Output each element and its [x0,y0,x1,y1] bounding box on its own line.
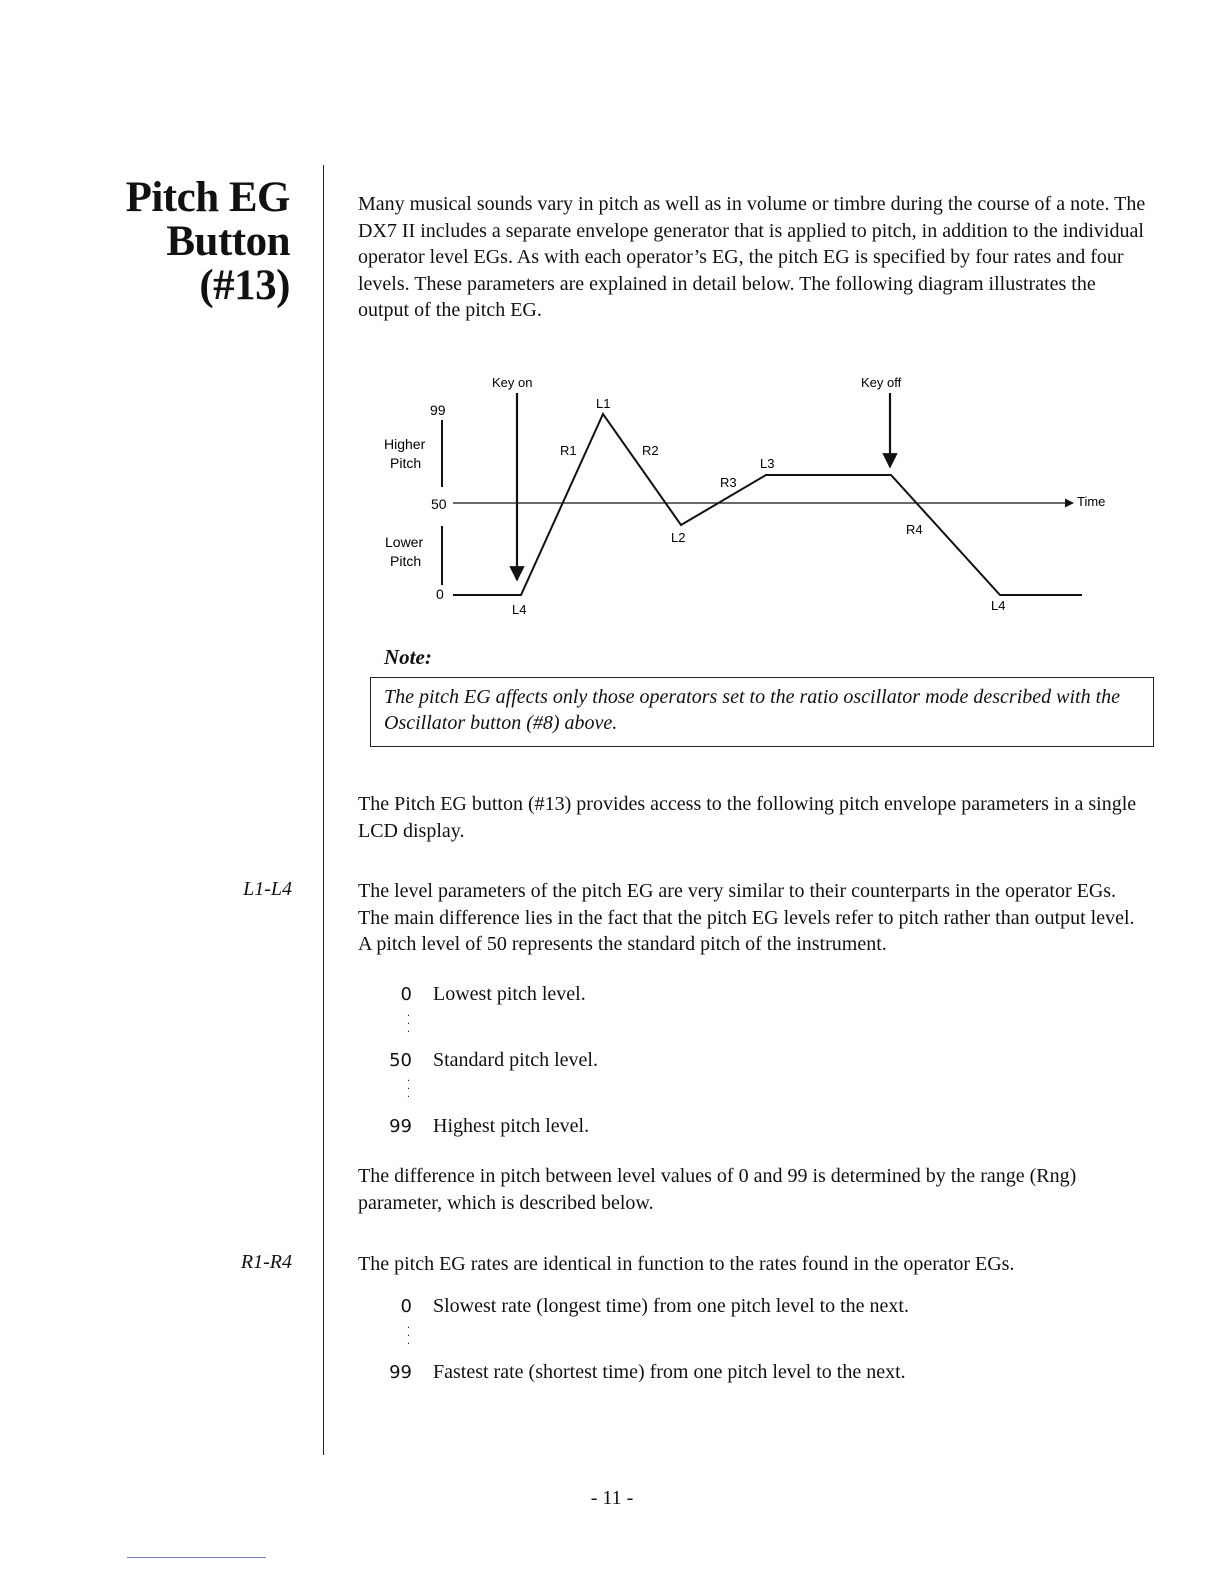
level-description: Highest pitch level. [433,1115,590,1137]
page-number: - 11 - [590,1487,634,1509]
note-box [370,677,1154,747]
level-description: Standard pitch level. [433,1049,598,1071]
key-on-label: Key on [492,375,533,390]
segment-label-r2: R2 [642,443,659,458]
rates-side-label: R1-R4 [240,1251,292,1273]
pitch-envelope-curve [453,414,1082,595]
intro-paragraph: Many musical sounds vary in pitch as well as in volume or timbre during the course of a note. The DX7 II includes a separate envelope generator that is applied to pitch, in addition to the individual operator level EGs. As with each operator’s EG, the pitch EG is specified by four rates and four levels. These parameters are explained in detail below. The following diagram illustrates the output of the pitch EG. [358,193,1146,321]
higher-pitch-label-2: Pitch [390,455,422,471]
segment-label-r1: R1 [560,443,577,458]
level-description: Lowest pitch level. [433,983,586,1005]
rate-description: Slowest rate (longest time) from one pitch level to the next. [433,1295,909,1317]
pitch-eg-diagram [0,0,1224,640]
rate-value: 0 [400,1296,412,1317]
note-text: The pitch EG affects only those operators set to the ratio oscillator mode described with the Oscillator button (#8) above. [384,686,1121,734]
levels-side-label: L1-L4 [243,878,292,900]
rate-description: Fastest rate (shortest time) from one pitch level to the next. [433,1361,906,1383]
time-axis-label: Time [1077,494,1106,509]
level-value: 99 [389,1116,412,1137]
y-tick-99: 99 [430,402,446,418]
segment-label-r3: R3 [720,475,737,490]
level-value: 0 [400,984,412,1005]
y-tick-50: 50 [431,496,447,512]
range-paragraph: The difference in pitch between level values of 0 and 99 is determined by the range (Rng) parameter, which is described below. [358,1165,1077,1214]
higher-pitch-label: Higher [384,436,426,452]
segment-label-l3: L3 [760,456,775,471]
rate-value: 99 [389,1362,412,1383]
lower-pitch-label-2: Pitch [390,553,422,569]
section-heading-number: (#13) [199,262,290,309]
list-item [380,983,586,1006]
section-heading-title: Pitch EG Button [125,174,290,265]
level-value: 50 [389,1050,412,1071]
note-label: Note: [384,645,432,669]
ellipsis-dots: · · · [406,1323,410,1350]
levels-paragraph: The level parameters of the pitch EG are very similar to their counterparts in the operator EGs. The main difference lies in the fact that the pitch EG levels refer to pitch rather than output level. A pitch level of 50 represents the standard pitch of the instrument. [358,880,1135,955]
scan-edge-line [127,1557,266,1558]
ellipsis-dots: · · · [406,1076,410,1103]
segment-label-l4-start: L4 [512,602,527,617]
segment-label-l2: L2 [671,530,686,545]
segment-label-r4: R4 [906,522,923,537]
list-item [380,1115,590,1138]
ellipsis-dots: · · · [406,1011,410,1038]
lower-pitch-label: Lower [385,534,424,550]
access-paragraph: The Pitch EG button (#13) provides access to the following pitch envelope parameters in a single LCD display. [358,793,1137,842]
y-tick-0: 0 [436,586,444,602]
segment-label-l4-end: L4 [991,598,1006,613]
rates-paragraph: The pitch EG rates are identical in function to the rates found in the operator EGs. [358,1253,1015,1275]
segment-label-l1: L1 [596,396,611,411]
list-item [380,1049,598,1072]
list-item [380,1361,906,1384]
list-item [380,1295,909,1318]
key-off-label: Key off [861,375,902,390]
